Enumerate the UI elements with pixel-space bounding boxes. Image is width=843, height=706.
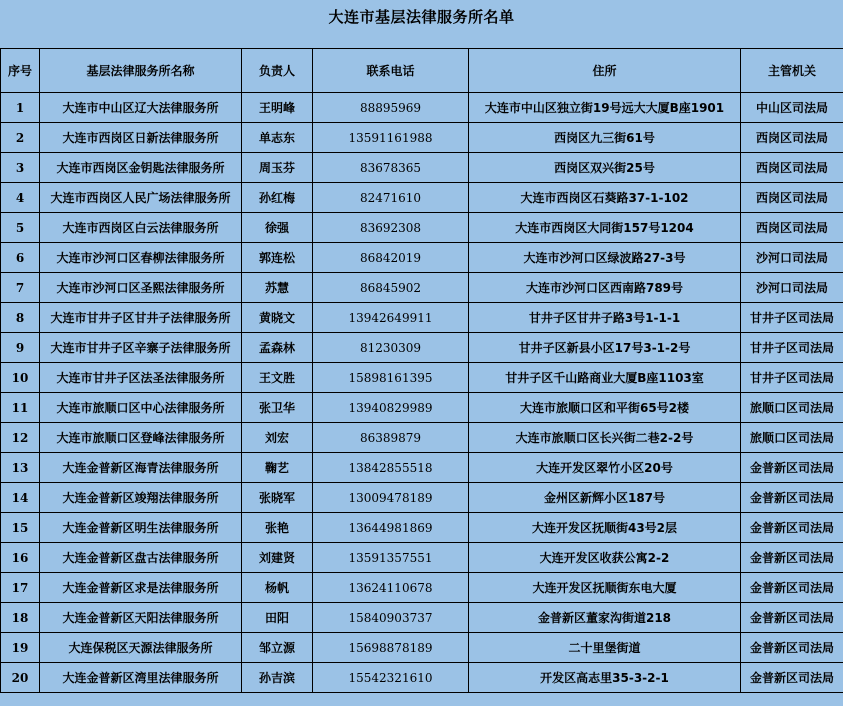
cell-head: 王文胜 (242, 363, 313, 393)
cell-head: 单志东 (242, 123, 313, 153)
table-row (1, 243, 843, 273)
cell-head: 孙吉滨 (242, 663, 313, 693)
cell-no: 7 (1, 273, 40, 303)
cell-authority: 西岗区司法局 (741, 123, 843, 153)
cell-address: 甘井子区甘井子路3号1-1-1 (469, 303, 741, 333)
cell-name: 大连金普新区明生法律服务所 (40, 513, 242, 543)
cell-phone: 13942649911 (313, 303, 469, 333)
cell-address: 大连市旅顺口区和平街65号2楼 (469, 393, 741, 423)
cell-phone: 86842019 (313, 243, 469, 273)
cell-address: 二十里堡街道 (469, 633, 741, 663)
cell-no: 6 (1, 243, 40, 273)
cell-phone: 15542321610 (313, 663, 469, 693)
cell-phone: 13591161988 (313, 123, 469, 153)
cell-no: 10 (1, 363, 40, 393)
cell-head: 鞠艺 (242, 453, 313, 483)
cell-authority: 甘井子区司法局 (741, 333, 843, 363)
cell-authority: 中山区司法局 (741, 93, 843, 123)
cell-no: 19 (1, 633, 40, 663)
column-header-head: 负责人 (242, 49, 313, 93)
cell-address: 大连市沙河口区西南路789号 (469, 273, 741, 303)
cell-name: 大连市中山区辽大法律服务所 (40, 93, 242, 123)
cell-address: 开发区高志里35-3-2-1 (469, 663, 741, 693)
table-row (1, 183, 843, 213)
table-row (1, 363, 843, 393)
cell-name: 大连市甘井子区辛寨子法律服务所 (40, 333, 242, 363)
cell-head: 王明峰 (242, 93, 313, 123)
table-row (1, 633, 843, 663)
column-header-phone: 联系电话 (313, 49, 469, 93)
cell-phone: 13940829989 (313, 393, 469, 423)
cell-authority: 沙河口司法局 (741, 273, 843, 303)
cell-address: 金普新区董家沟街道218 (469, 603, 741, 633)
cell-address: 大连开发区抚顺街东电大厦 (469, 573, 741, 603)
cell-name: 大连市西岗区人民广场法律服务所 (40, 183, 242, 213)
cell-name: 大连市沙河口区春柳法律服务所 (40, 243, 242, 273)
cell-head: 徐强 (242, 213, 313, 243)
cell-authority: 金普新区司法局 (741, 603, 843, 633)
cell-name: 大连金普新区湾里法律服务所 (40, 663, 242, 693)
cell-no: 11 (1, 393, 40, 423)
cell-authority: 西岗区司法局 (741, 213, 843, 243)
cell-phone: 13644981869 (313, 513, 469, 543)
cell-phone: 86845902 (313, 273, 469, 303)
cell-no: 16 (1, 543, 40, 573)
cell-head: 张卫华 (242, 393, 313, 423)
cell-address: 大连开发区收获公寓2-2 (469, 543, 741, 573)
cell-name: 大连市旅顺口区登峰法律服务所 (40, 423, 242, 453)
cell-phone: 13842855518 (313, 453, 469, 483)
table-row (1, 153, 843, 183)
cell-phone: 13591357551 (313, 543, 469, 573)
cell-address: 大连市旅顺口区长兴街二巷2-2号 (469, 423, 741, 453)
cell-authority: 金普新区司法局 (741, 543, 843, 573)
column-header-authority: 主管机关 (741, 49, 843, 93)
cell-head: 张晓军 (242, 483, 313, 513)
cell-name: 大连金普新区海青法律服务所 (40, 453, 242, 483)
cell-head: 黄晓文 (242, 303, 313, 333)
table-row (1, 93, 843, 123)
cell-authority: 金普新区司法局 (741, 633, 843, 663)
cell-phone: 15840903737 (313, 603, 469, 633)
cell-phone: 15898161395 (313, 363, 469, 393)
cell-name: 大连市沙河口区圣熙法律服务所 (40, 273, 242, 303)
cell-name: 大连市旅顺口区中心法律服务所 (40, 393, 242, 423)
cell-head: 张艳 (242, 513, 313, 543)
table-row (1, 123, 843, 153)
cell-no: 20 (1, 663, 40, 693)
table-row (1, 483, 843, 513)
column-header-address: 住所 (469, 49, 741, 93)
cell-no: 15 (1, 513, 40, 543)
table-row (1, 543, 843, 573)
cell-head: 孟森林 (242, 333, 313, 363)
cell-no: 4 (1, 183, 40, 213)
cell-no: 8 (1, 303, 40, 333)
cell-no: 18 (1, 603, 40, 633)
cell-phone: 81230309 (313, 333, 469, 363)
cell-phone: 15698878189 (313, 633, 469, 663)
cell-no: 2 (1, 123, 40, 153)
column-header-name: 基层法律服务所名称 (40, 49, 242, 93)
cell-address: 大连开发区抚顺街43号2层 (469, 513, 741, 543)
cell-head: 刘建贤 (242, 543, 313, 573)
cell-authority: 旅顺口区司法局 (741, 423, 843, 453)
cell-name: 大连金普新区竣翔法律服务所 (40, 483, 242, 513)
cell-phone: 13009478189 (313, 483, 469, 513)
table-row (1, 513, 843, 543)
cell-name: 大连金普新区盘古法律服务所 (40, 543, 242, 573)
cell-phone: 83692308 (313, 213, 469, 243)
cell-head: 周玉芬 (242, 153, 313, 183)
cell-address: 大连市西岗区大同街157号1204 (469, 213, 741, 243)
table-row (1, 423, 843, 453)
cell-authority: 金普新区司法局 (741, 573, 843, 603)
cell-no: 9 (1, 333, 40, 363)
cell-no: 13 (1, 453, 40, 483)
cell-name: 大连金普新区求是法律服务所 (40, 573, 242, 603)
cell-address: 大连市沙河口区绿波路27-3号 (469, 243, 741, 273)
table-row (1, 453, 843, 483)
cell-head: 杨帆 (242, 573, 313, 603)
table-header-row (1, 49, 843, 93)
cell-name: 大连市西岗区日新法律服务所 (40, 123, 242, 153)
cell-phone: 13624110678 (313, 573, 469, 603)
cell-address: 甘井子区千山路商业大厦B座1103室 (469, 363, 741, 393)
cell-address: 大连开发区翠竹小区20号 (469, 453, 741, 483)
cell-address: 西岗区双兴街25号 (469, 153, 741, 183)
cell-name: 大连市甘井子区甘井子法律服务所 (40, 303, 242, 333)
cell-authority: 西岗区司法局 (741, 183, 843, 213)
cell-authority: 西岗区司法局 (741, 153, 843, 183)
cell-head: 刘宏 (242, 423, 313, 453)
table-row (1, 213, 843, 243)
cell-no: 12 (1, 423, 40, 453)
cell-no: 5 (1, 213, 40, 243)
table-row (1, 663, 843, 693)
cell-no: 3 (1, 153, 40, 183)
cell-head: 邹立源 (242, 633, 313, 663)
cell-address: 甘井子区新县小区17号3-1-2号 (469, 333, 741, 363)
cell-address: 大连市西岗区石葵路37-1-102 (469, 183, 741, 213)
cell-name: 大连市西岗区白云法律服务所 (40, 213, 242, 243)
cell-name: 大连市甘井子区法圣法律服务所 (40, 363, 242, 393)
table-row (1, 273, 843, 303)
cell-authority: 旅顺口区司法局 (741, 393, 843, 423)
table-row (1, 573, 843, 603)
cell-head: 郭连松 (242, 243, 313, 273)
cell-head: 孙红梅 (242, 183, 313, 213)
cell-authority: 金普新区司法局 (741, 663, 843, 693)
cell-authority: 甘井子区司法局 (741, 303, 843, 333)
table-row (1, 393, 843, 423)
cell-authority: 沙河口司法局 (741, 243, 843, 273)
table-row (1, 303, 843, 333)
cell-phone: 88895969 (313, 93, 469, 123)
table-row (1, 333, 843, 363)
cell-head: 苏慧 (242, 273, 313, 303)
cell-name: 大连市西岗区金钥匙法律服务所 (40, 153, 242, 183)
cell-address: 大连市中山区独立街19号远大大厦B座1901 (469, 93, 741, 123)
cell-name: 大连金普新区天阳法律服务所 (40, 603, 242, 633)
cell-authority: 金普新区司法局 (741, 453, 843, 483)
column-header-no: 序号 (1, 49, 40, 93)
cell-no: 1 (1, 93, 40, 123)
cell-name: 大连保税区天源法律服务所 (40, 633, 242, 663)
cell-address: 西岗区九三街61号 (469, 123, 741, 153)
law-firm-table (0, 48, 843, 693)
cell-no: 14 (1, 483, 40, 513)
cell-phone: 82471610 (313, 183, 469, 213)
page-title: 大连市基层法律服务所名单 (328, 8, 515, 26)
cell-authority: 金普新区司法局 (741, 513, 843, 543)
cell-address: 金州区新辉小区187号 (469, 483, 741, 513)
cell-head: 田阳 (242, 603, 313, 633)
cell-no: 17 (1, 573, 40, 603)
cell-authority: 金普新区司法局 (741, 483, 843, 513)
cell-authority: 甘井子区司法局 (741, 363, 843, 393)
table-row (1, 603, 843, 633)
cell-phone: 86389879 (313, 423, 469, 453)
cell-phone: 83678365 (313, 153, 469, 183)
